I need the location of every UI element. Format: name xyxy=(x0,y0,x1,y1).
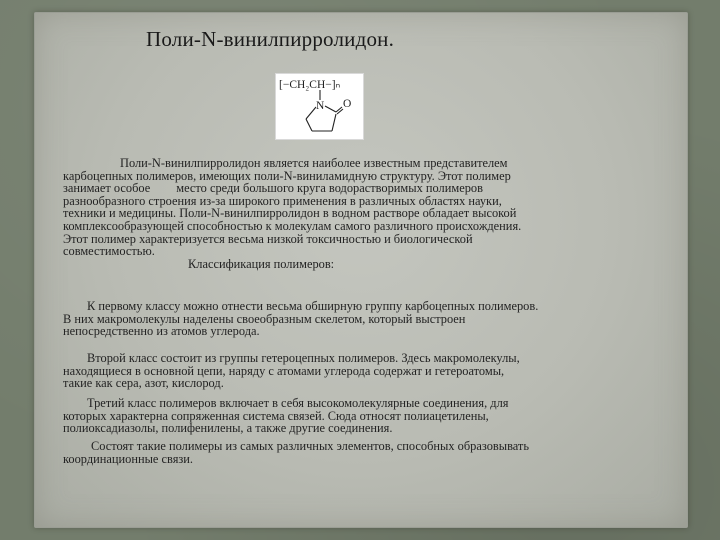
formula-ring-bond xyxy=(306,119,312,131)
text-line: координационные связи. xyxy=(63,451,194,466)
text-line: Второй класс состоит из группы гетероцепных полимеров. Здесь макромолекулы, xyxy=(87,351,520,365)
text-line: К первому классу можно отнести весьма обширную группу карбоцепных полимеров. xyxy=(87,299,539,313)
text-line: совместимостью. xyxy=(63,244,155,259)
text-fragment: занимает особое xyxy=(63,181,151,196)
formula-atom-n: N xyxy=(316,100,325,112)
formula-ring-bond xyxy=(306,107,316,119)
text-line: Этот полимер характеризуется весьма низкой токсичностью и биологической xyxy=(63,231,473,246)
structural-formula-image xyxy=(275,73,364,140)
class3-paragraph xyxy=(63,397,683,435)
text-line: разнообразного строения из-за широкого применения в различных областях науки, xyxy=(63,193,502,208)
class2-paragraph xyxy=(63,352,683,390)
text-line: полиоксадиазолы, полифенилены, а также другие соединения. xyxy=(63,421,393,436)
class4-paragraph xyxy=(63,440,683,465)
intro-paragraph xyxy=(63,157,683,270)
class1-paragraph xyxy=(63,300,683,338)
pvp-structure-diagram xyxy=(276,74,363,139)
text-line: карбоцепных полимеров, имеющих поли-N-виниламидную структуру. Этот полимер xyxy=(63,168,511,183)
slide-title: Поли-N-винилпирролидон. xyxy=(146,27,395,51)
text-line: Состоят такие полимеры из самых различных элементов, способных образовывать xyxy=(91,439,529,453)
text-line: комплексообразующей способностью к молекулам самого различного происхождения. xyxy=(63,218,522,233)
text-fragment: место среди большого круга водорастворимых полимеров xyxy=(176,181,483,196)
text-line: техники и медицины. Поли-N-винилпирролидон в водном растворе обладает высокой xyxy=(63,206,517,221)
text-line: такие как сера, азот, кислород. xyxy=(63,376,224,391)
text-line: находящиеся в основной цепи, наряду с атомами углерода содержат и гетероатомы, xyxy=(63,363,505,378)
formula-repeat-unit: [−CH₂CH−]ₙ xyxy=(279,79,341,91)
text-line: В них макромолекулы наделены своеобразным скелетом, который выстроен xyxy=(63,311,466,326)
text-line xyxy=(63,182,683,195)
formula-bond xyxy=(325,106,336,112)
text-line: непосредственно из атомов углерода. xyxy=(63,324,260,339)
text-line: Третий класс полимеров включает в себя высокомолекулярные соединения, для xyxy=(87,396,509,410)
classification-heading: Классификация полимеров: xyxy=(188,256,335,271)
text-line: Поли-N-винилпирролидон является наиболее известным представителем xyxy=(120,156,508,170)
formula-ring-bond xyxy=(332,114,336,131)
text-line: которых характерна сопряженная система связей. Сюда относят полиацетилены, xyxy=(63,408,489,423)
formula-atom-o: O xyxy=(343,98,352,110)
